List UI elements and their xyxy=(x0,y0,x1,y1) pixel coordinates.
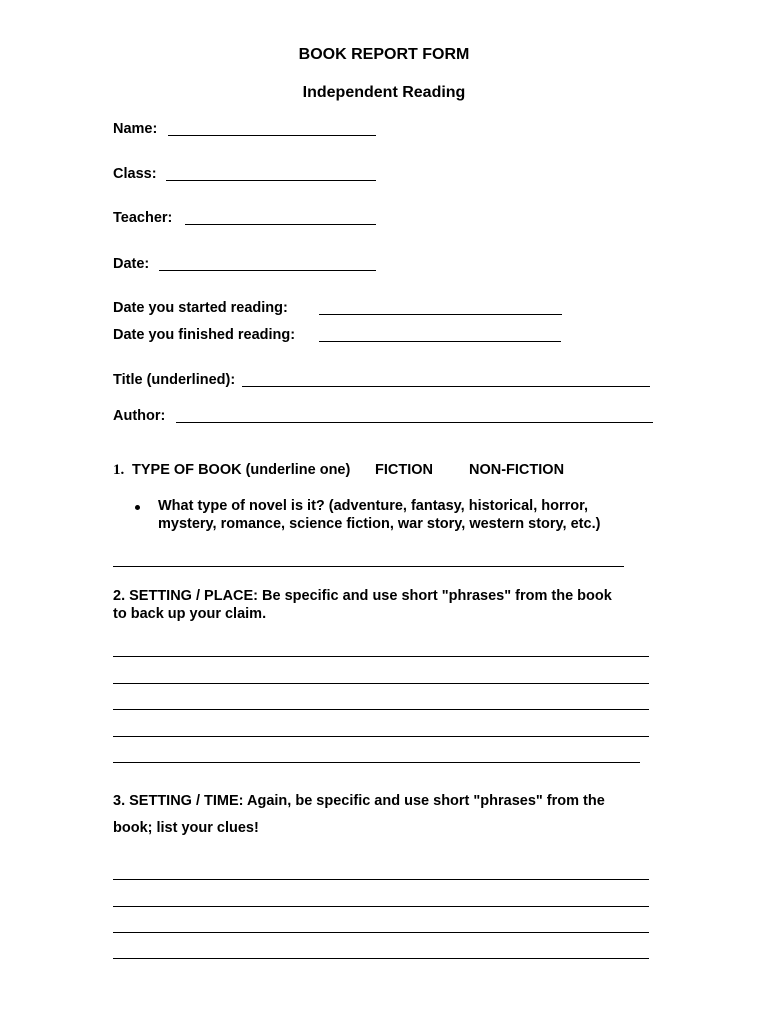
question1-bullet-line2: mystery, romance, science fiction, war story, western story, etc.) xyxy=(158,516,601,532)
question2-answer-line[interactable] xyxy=(113,762,640,763)
question3-answer-line[interactable] xyxy=(113,958,649,959)
date-blank[interactable] xyxy=(159,270,376,271)
question2-answer-line[interactable] xyxy=(113,736,649,737)
question1-answer-line[interactable] xyxy=(113,566,624,567)
teacher-blank[interactable] xyxy=(185,224,376,225)
book-title-blank[interactable] xyxy=(242,386,650,387)
date-finished-blank[interactable] xyxy=(319,341,561,342)
date-label: Date: xyxy=(113,256,150,272)
book-title-label: Title (underlined): xyxy=(113,372,236,388)
date-finished-label: Date you finished reading: xyxy=(113,327,296,343)
option-nonfiction[interactable]: NON-FICTION xyxy=(469,462,565,478)
question2-answer-line[interactable] xyxy=(113,683,649,684)
form-subtitle: Independent Reading xyxy=(302,84,466,101)
date-started-label: Date you started reading: xyxy=(113,300,288,316)
question3-answer-line[interactable] xyxy=(113,932,649,933)
question2-answer-line[interactable] xyxy=(113,709,649,710)
name-label: Name: xyxy=(113,121,158,137)
date-started-blank[interactable] xyxy=(319,314,562,315)
bullet-icon xyxy=(135,505,140,510)
question2-text-line2: to back up your claim. xyxy=(113,606,267,622)
question1-label: TYPE OF BOOK (underline one) xyxy=(132,462,351,478)
author-blank[interactable] xyxy=(176,422,653,423)
class-label: Class: xyxy=(113,166,157,182)
form-title: BOOK REPORT FORM xyxy=(298,46,470,63)
question1-bullet-line1: What type of novel is it? (adventure, fantasy, historical, horror, xyxy=(158,498,588,514)
teacher-label: Teacher: xyxy=(113,210,173,226)
question3-answer-line[interactable] xyxy=(113,906,649,907)
question2-text-line1: 2. SETTING / PLACE: Be specific and use short "phrases" from the book xyxy=(113,588,612,604)
name-blank[interactable] xyxy=(168,135,376,136)
question2-answer-line[interactable] xyxy=(113,656,649,657)
question3-text-line2: book; list your clues! xyxy=(113,820,259,836)
option-fiction[interactable]: FICTION xyxy=(375,462,433,478)
class-blank[interactable] xyxy=(166,180,376,181)
question3-answer-line[interactable] xyxy=(113,879,649,880)
question3-text-line1: 3. SETTING / TIME: Again, be specific and use short "phrases" from the xyxy=(113,793,605,809)
author-label: Author: xyxy=(113,408,166,424)
question1-number: 1. xyxy=(113,462,125,478)
